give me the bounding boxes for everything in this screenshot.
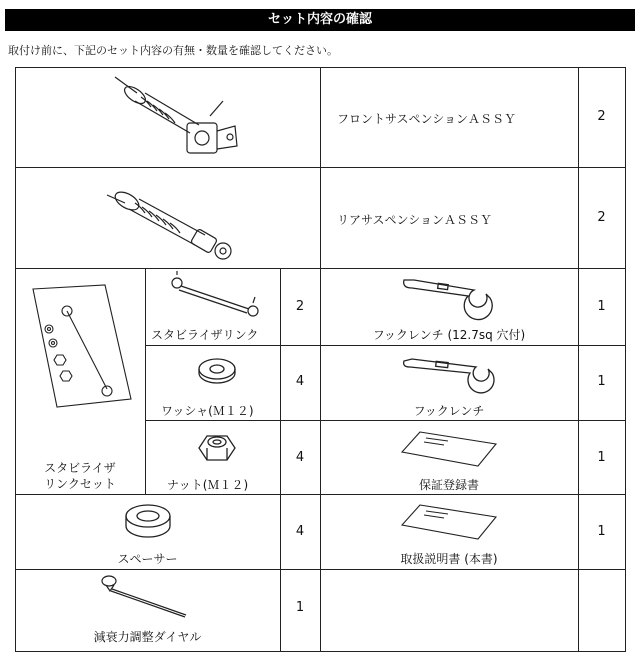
intro-text: 取付け前に、下記のセット内容の有無・数量を確認してください。 [8,44,338,57]
grid-line [145,420,626,421]
damping-dial-qty: 1 [295,600,305,615]
manual-qty: 1 [597,524,606,539]
nut-qty: 4 [295,450,305,465]
stabilizer-set-label-line1: スタビライザ [44,461,116,475]
washer-qty: 4 [295,374,305,389]
rear-suspension-label: リアサスペンションＡＳＳＹ [337,213,492,227]
hook-wrench-icon [398,353,508,395]
hook-wrench-icon [398,274,508,322]
grid-line [145,345,626,346]
document-icon [400,430,500,468]
front-suspension-icon [95,71,245,166]
stabilizer-link-label: スタビライザリンク [151,328,259,342]
grid-line [145,268,146,494]
contents-table [15,67,626,652]
manual-label: 取扱説明書 (本書) [400,552,498,566]
rear-suspension-icon [95,177,245,262]
document-icon [400,503,500,541]
stabilizer-set-label-line2: リンクセット [44,477,116,491]
grid-line [578,67,579,652]
washer-icon [192,356,242,386]
front-suspension-label: フロントサスペンションＡＳＳＹ [337,112,516,126]
washer-label: ワッシャ(Ｍ１２) [161,404,254,418]
spacer-icon [120,501,176,543]
stabilizer-link-qty: 2 [295,299,305,314]
hook-wrench-qty: 1 [597,374,606,389]
damping-dial-label: 減衰力調整ダイヤル [93,630,202,644]
spacer-qty: 4 [295,524,305,539]
warranty-label: 保証登録書 [418,478,479,492]
grid-line [625,67,626,652]
nut-icon [197,428,237,468]
section-header: セット内容の確認 [5,9,635,31]
nut-label: ナット(Ｍ１２) [167,478,249,492]
front-suspension-qty: 2 [597,109,606,124]
stabilizer-link-icon [165,271,265,321]
stabilizer-link-set-icon [27,281,137,411]
hook-wrench-label: フックレンチ [413,404,485,418]
hook-wrench-hole-label: フックレンチ (12.7sq 穴付) [372,328,526,342]
spacer-label: スペーサー [117,552,178,566]
rear-suspension-qty: 2 [597,210,606,225]
hook-wrench-hole-qty: 1 [597,299,606,314]
damping-dial-icon [97,573,192,623]
warranty-qty: 1 [597,450,606,465]
